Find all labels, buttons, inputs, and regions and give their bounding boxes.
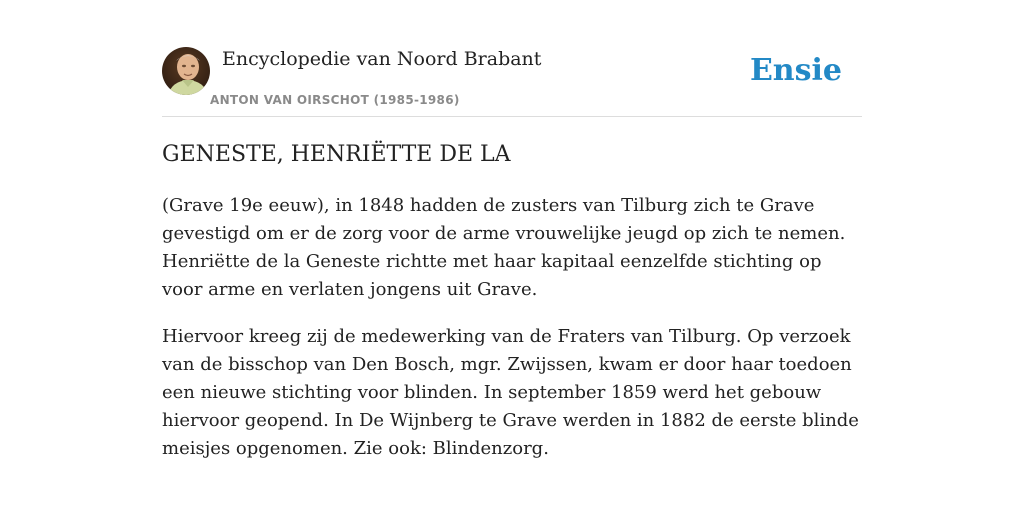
header (162, 46, 862, 117)
article-paragraph-1: (Grave 19e eeuw), in 1848 hadden de zusters van Tilburg zich te Grave gevestigd om er de zorg voor de arme vrouwelijke jeugd op zich te nemen. Henriëtte de la Geneste richtte met haar kapitaal eenzelfde stichting op voor arme en verlaten jongens uit Grave. (162, 195, 846, 300)
author-name[interactable]: ANTON VAN OIRSCHOT (1985-1986) (210, 93, 460, 107)
blindenzorg-link[interactable]: Blindenzorg (432, 438, 544, 459)
article-body (162, 192, 862, 482)
article-paragraph-2 (162, 323, 862, 463)
publication-title[interactable]: Encyclopedie van Noord Brabant (222, 48, 542, 70)
avatar-image (162, 47, 210, 95)
paragraph-2-text: Hiervoor kreeg zij de medewerking van de Fraters van Tilburg. Op verzoek van de bisschop van Den Bosch, mgr. Zwijssen, kwam er door haar toedoen een nieuwe stichting voor blinden. In september 1859 werd het gebouw hiervoor geopend. In De Wijnberg te Grave werden in 1882 de eerste blinde meisjes opgenomen. Zie ook: (162, 326, 859, 459)
author-avatar[interactable] (162, 47, 210, 95)
paragraph-2-end: . (543, 438, 549, 459)
article-title: GENESTE, HENRIËTTE DE LA (162, 142, 511, 167)
ensie-logo[interactable]: Ensie (749, 53, 842, 88)
